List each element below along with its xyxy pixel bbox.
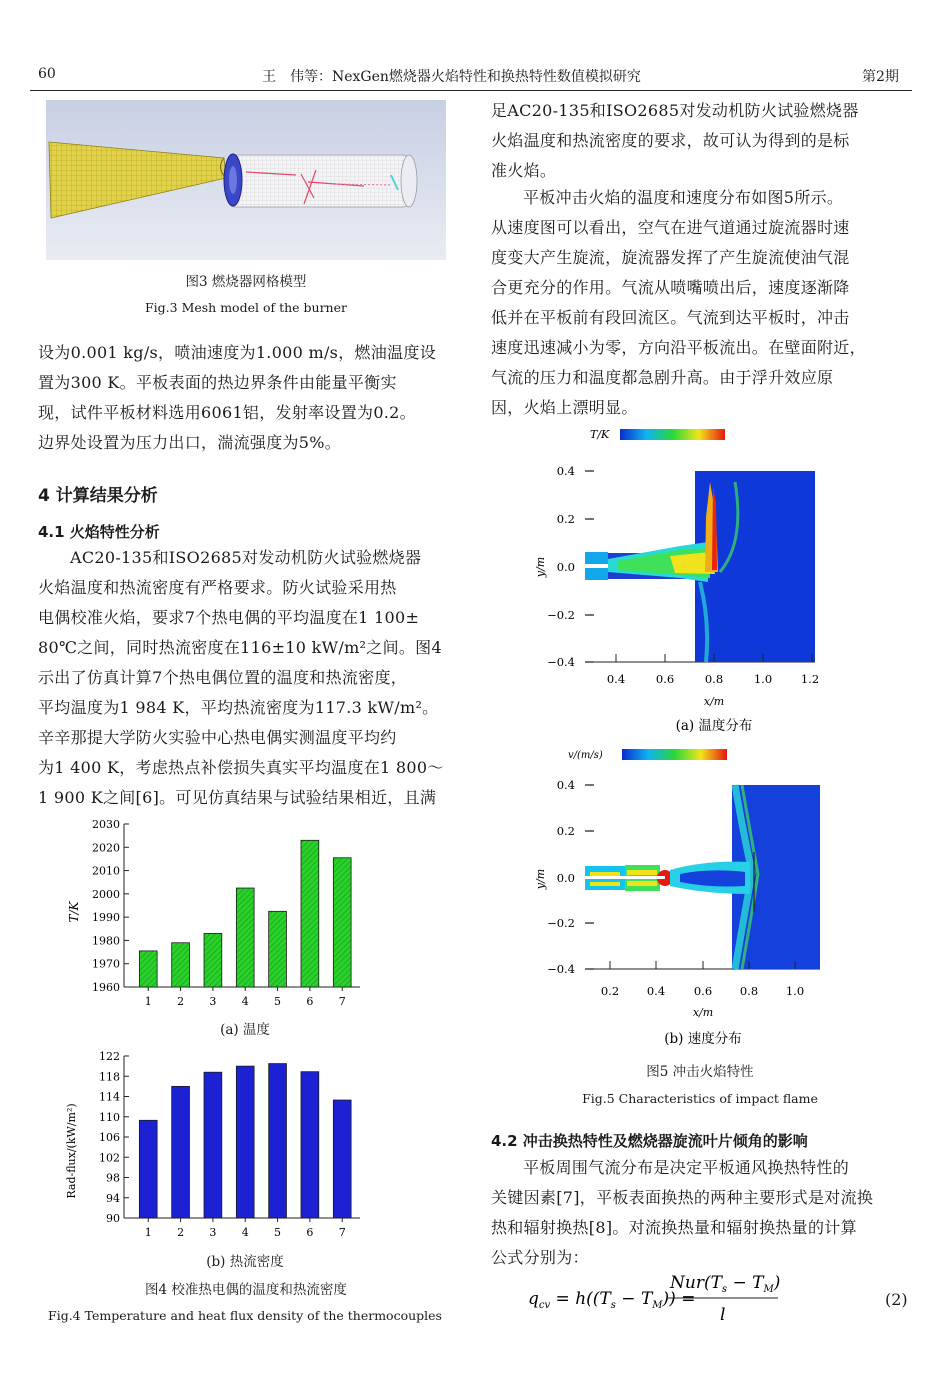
x-tick-label: 6 — [306, 995, 314, 1008]
y-tick-label: 2010 — [92, 864, 120, 878]
y-tick-labels — [547, 778, 575, 976]
bar — [301, 1072, 319, 1218]
text-line: 气流的压力和温度都急剧升高。由于浮升效应原 — [491, 368, 834, 387]
x-tick: 1.0 — [753, 672, 773, 686]
bar — [172, 943, 190, 987]
header-rule — [30, 90, 912, 91]
y-tick: 0.2 — [556, 824, 575, 838]
x-axis-label: x/m — [703, 695, 725, 708]
text-line: 平板冲击火焰的温度和速度分布如图5所示。 — [523, 188, 844, 207]
x-tick-label: 3 — [209, 1226, 217, 1239]
x-tick: 0.8 — [704, 672, 724, 686]
y-tick-label: 102 — [99, 1151, 120, 1165]
text-line: 平均温度为1 984 K，平均热流密度为117.3 kW/m²。 — [38, 698, 439, 717]
x-tick: 0.6 — [693, 984, 713, 998]
fig3-caption-cn: 图3 燃烧器网格模型 — [185, 274, 307, 290]
y-tick-label: 98 — [106, 1171, 120, 1185]
text-line: 火焰温度和热流密度的要求，故可认为得到的是标 — [491, 131, 850, 150]
x-tick-label: 4 — [241, 995, 249, 1008]
heat-flux-bar-chart — [60, 1046, 380, 1246]
y-tick-label: 1980 — [92, 934, 120, 948]
y-tick: 0.0 — [556, 871, 575, 885]
x-tick-label: 3 — [209, 995, 217, 1008]
text-line: 速度迅速减小为零，方向沿平板流出。在壁面附近， — [491, 338, 866, 357]
y-tick: 0.2 — [556, 512, 575, 526]
fig4a-subcaption: (a) 温度 — [220, 1022, 270, 1038]
text-line: 示出了仿真计算7个热电偶位置的温度和热流密度， — [38, 668, 408, 687]
text-line: 热和辐射换热[8]。对流换热量和辐射换热量的计算 — [491, 1218, 857, 1237]
text-line: AC20-135和ISO2685对发动机防火试验燃烧器 — [70, 548, 422, 567]
x-tick-label: 4 — [241, 1226, 249, 1239]
y-axis-label: T/K — [67, 901, 81, 923]
color-legend — [620, 429, 725, 440]
y-tick: −0.4 — [547, 962, 575, 976]
x-tick-label: 5 — [274, 1226, 282, 1239]
text-line: 度变大产生旋流，旋流器发挥了产生旋流使油气混 — [491, 248, 850, 267]
x-tick: 0.8 — [739, 984, 759, 998]
y-tick-label: 1960 — [92, 981, 120, 994]
running-title: 王 伟等：NexGen燃烧器火焰特性和换热特性数值模拟研究 — [262, 69, 641, 85]
text-line: 关键因素[7]，平板表面换热的两种主要形式是对流换 — [491, 1188, 874, 1207]
left-paragraph-1 — [38, 338, 450, 458]
y-tick-label: 2030 — [92, 818, 120, 831]
text-line: 现，试件平板材料选用6061铝，发射率设置为0.2。 — [38, 403, 416, 422]
convective-heat-formula — [520, 1268, 820, 1330]
y-tick: −0.2 — [547, 608, 575, 622]
y-tick: −0.4 — [547, 655, 575, 669]
y-tick: 0.4 — [556, 464, 575, 478]
x-tick-label: 2 — [177, 995, 185, 1008]
x-tick-labels — [607, 672, 819, 686]
text-line: 1 900 K之间[6]。可见仿真结果与试验结果相近，且满 — [38, 788, 437, 807]
text-line: 火焰温度和热流密度有严格要求。防火试验采用热 — [38, 578, 397, 597]
x-tick: 0.6 — [655, 672, 675, 686]
y-tick-label: 118 — [99, 1070, 120, 1084]
y-tick-labels — [547, 464, 575, 669]
text-line: 80℃之间，同时热流密度在116±10 kW/m²之间。图4 — [38, 638, 442, 657]
temperature-bar-chart — [60, 812, 380, 1017]
x-tick-label: 7 — [338, 995, 346, 1008]
page-number: 60 — [38, 66, 56, 82]
x-axis-label: x/m — [692, 1006, 714, 1019]
fig5b-subcaption: (b) 速度分布 — [664, 1031, 742, 1047]
bar — [301, 840, 319, 987]
y-tick-label: 2020 — [92, 841, 120, 855]
section-4-title: 4 计算结果分析 — [38, 486, 158, 506]
bar — [236, 1066, 254, 1218]
section-4-1-title: 4.1 火焰特性分析 — [38, 523, 160, 541]
y-tick-label: 2000 — [92, 887, 120, 901]
x-tick-label: 7 — [338, 1226, 346, 1239]
left-paragraph-2 — [38, 543, 450, 813]
y-tick-label: 1990 — [92, 911, 120, 925]
fig4b-subcaption: (b) 热流密度 — [206, 1254, 284, 1270]
y-axis-label: y/m — [534, 556, 547, 578]
fig4-caption-cn: 图4 校准热电偶的温度和热流密度 — [145, 1282, 347, 1298]
svg-text:Nur(Ts − TM): $Nur(T_s - T_M)$ — [670, 1273, 781, 1295]
text-line: 公式分别为： — [491, 1248, 589, 1267]
legend-label: T/K — [590, 428, 610, 441]
x-tick-label: 1 — [144, 995, 152, 1008]
bar — [139, 1120, 157, 1218]
text-line: 置为300 K。平板表面的热边界条件由能量平衡实 — [38, 373, 397, 392]
fig4-caption-en: Fig.4 Temperature and heat flux density of the thermocouples — [48, 1308, 442, 1323]
x-tick: 1.2 — [800, 672, 820, 686]
bar — [333, 858, 351, 987]
section-4-2-title: 4.2 冲击换热特性及燃烧器旋流叶片倾角的影响 — [491, 1132, 808, 1150]
bar — [236, 888, 254, 987]
color-legend — [622, 749, 727, 760]
y-tick-label: 1970 — [92, 957, 120, 971]
issue-number: 第2期 — [862, 69, 899, 85]
x-tick-label: 1 — [144, 1226, 152, 1239]
x-tick-labels — [601, 984, 804, 998]
x-tick: 0.4 — [646, 984, 666, 998]
velocity-contour-plot — [530, 742, 830, 1057]
fig3-caption-en: Fig.3 Mesh model of the burner — [145, 300, 347, 315]
svg-text:qcv = h((Ts − TM)) =: $q_{cv} = h((T_s - T_M))$ = — [528, 1289, 696, 1311]
temperature-contour-plot — [530, 422, 830, 732]
text-line: 平板周围气流分布是决定平板通风换热特性的 — [523, 1158, 850, 1177]
burner-mesh-image — [46, 100, 446, 260]
text-line: 从速度图可以看出，空气在进气道通过旋流器时速 — [491, 218, 850, 237]
bar — [333, 1100, 351, 1218]
text-line: 足AC20-135和ISO2685对发动机防火试验燃烧器 — [491, 101, 859, 120]
y-tick: 0.0 — [556, 560, 575, 574]
text-line: 合更充分的作用。气流从喷嘴喷出后，速度逐渐降 — [491, 278, 850, 297]
bar — [204, 933, 222, 987]
svg-text:l: l — [720, 1305, 726, 1325]
y-tick-label: 90 — [106, 1212, 120, 1225]
right-paragraph-1 — [491, 96, 909, 186]
y-tick: 0.4 — [556, 778, 575, 792]
text-line: 电偶校准火焰，要求7个热电偶的平均温度在1 100± — [38, 608, 420, 627]
text-line: 辛辛那提大学防火实验中心热电偶实测温度平均约 — [38, 728, 397, 747]
x-tick: 0.4 — [606, 672, 626, 686]
x-tick-label: 5 — [274, 995, 282, 1008]
legend-label: v/(m/s) — [568, 750, 603, 761]
text-line: 准火焰。 — [491, 161, 557, 180]
right-paragraph-3 — [491, 1153, 909, 1273]
text-line: 边界处设置为压力出口，湍流强度为5%。 — [38, 433, 342, 452]
y-axis-label: y/m — [534, 868, 547, 890]
bar — [269, 1064, 287, 1218]
bar — [204, 1072, 222, 1218]
fig5-caption-cn: 图5 冲击火焰特性 — [646, 1064, 754, 1080]
y-tick: −0.2 — [547, 916, 575, 930]
y-tick-label: 106 — [99, 1131, 120, 1144]
bar — [172, 1086, 190, 1218]
text-line: 设为0.001 kg/s，喷油速度为1.000 m/s，燃油温度设 — [38, 343, 436, 362]
y-tick-label: 122 — [99, 1050, 120, 1063]
fig5-caption-en: Fig.5 Characteristics of impact flame — [582, 1091, 818, 1106]
y-tick-label: 110 — [99, 1110, 120, 1124]
y-tick-label: 114 — [99, 1090, 120, 1104]
fig5a-subcaption: (a) 温度分布 — [675, 718, 753, 732]
x-tick-label: 6 — [306, 1226, 314, 1239]
y-tick-label: 94 — [106, 1191, 120, 1205]
text-line: 为1 400 K，考虑热点补偿损失真实平均温度在1 800～ — [38, 758, 444, 777]
text-line: 低并在平板前有段回流区。气流到达平板时，冲击 — [491, 308, 850, 327]
x-tick-label: 2 — [177, 1226, 185, 1239]
y-axis-label: Rad-flux/(kW/m²) — [65, 1103, 78, 1199]
right-paragraph-2 — [491, 183, 909, 423]
bar — [139, 951, 157, 987]
bar — [269, 911, 287, 987]
x-tick: 1.0 — [785, 984, 805, 998]
formula-number: (2) — [885, 1290, 908, 1309]
x-tick: 0.2 — [600, 984, 620, 998]
text-line: 因，火焰上漂明显。 — [491, 398, 638, 417]
